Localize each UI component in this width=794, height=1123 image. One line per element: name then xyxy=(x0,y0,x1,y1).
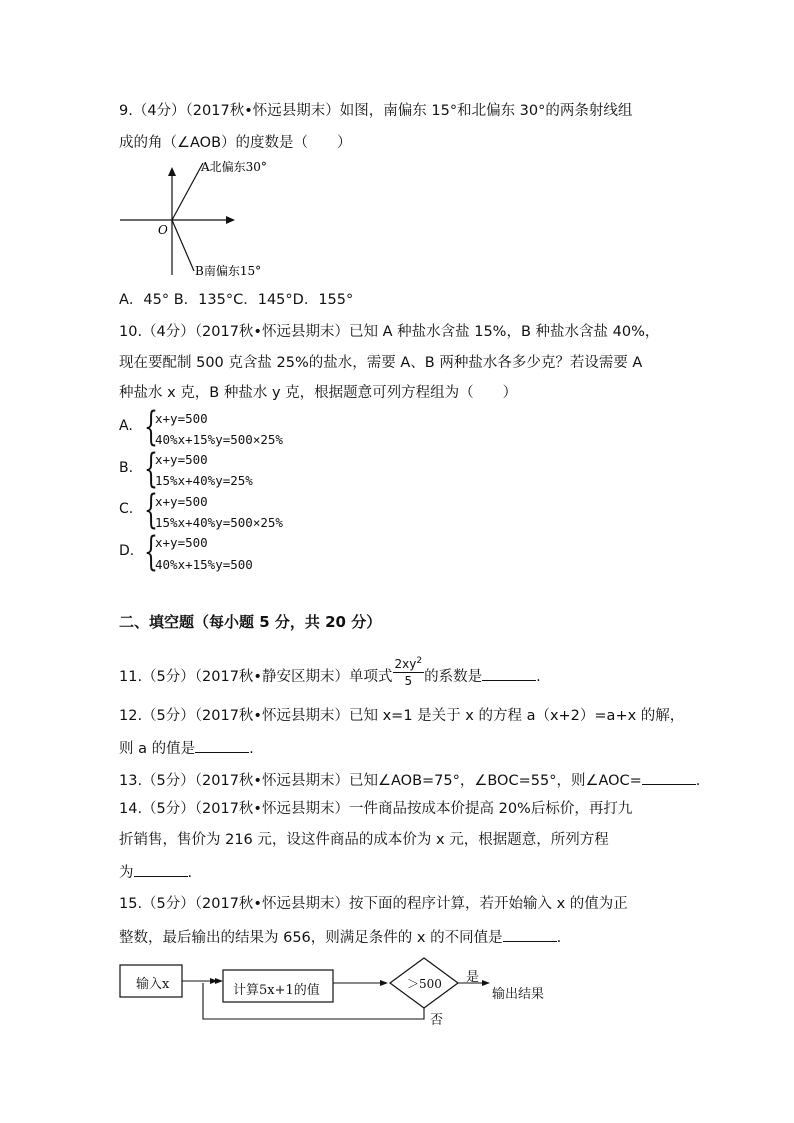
q14-line1: 14.（5分）（2017秋•怀远县期末）一件商品按成本价提高 20%后标价，再打九 xyxy=(119,801,633,817)
option-b-eq1: x+y=500 xyxy=(155,452,208,467)
q9-direction-figure xyxy=(115,155,295,285)
q11-suffix: 的系数是 xyxy=(424,669,483,685)
q13-period: . xyxy=(695,773,701,789)
label-b: B南偏东15° xyxy=(195,264,262,278)
q11-fraction xyxy=(393,653,425,689)
option-a-eq1: x+y=500 xyxy=(155,411,208,426)
q13-answer-blank[interactable] xyxy=(642,769,696,785)
option-c-eq1: x+y=500 xyxy=(155,494,208,509)
q15-period: . xyxy=(556,930,562,946)
q14-line3 xyxy=(119,861,192,883)
flow-no-label: 否 xyxy=(430,1013,444,1028)
flow-input-label: 输入x xyxy=(136,977,170,992)
flow-compute-label: 计算5x+1的值 xyxy=(233,983,320,998)
q10-line3: 种盐水 x 克，B 种盐水 y 克，根据题意可列方程组为（ ） xyxy=(119,385,518,401)
q10-option-b-label: B. xyxy=(119,460,134,476)
label-o: O xyxy=(158,223,168,237)
q9-line2: 成的角（∠AOB）的度数是（ ） xyxy=(119,135,352,151)
q10-option-c-label: C. xyxy=(119,501,134,517)
option-b-eq2: 15%x+40%y=25% xyxy=(155,473,253,488)
q15-answer-blank[interactable] xyxy=(503,926,557,942)
q11-answer-blank[interactable] xyxy=(482,665,536,681)
option-d-brace: { xyxy=(144,529,158,575)
q12-answer-blank[interactable] xyxy=(195,737,249,753)
flow-yes-label: 是 xyxy=(466,970,480,985)
frac-numerator: 2xy xyxy=(394,657,417,671)
q10-option-d-label: D. xyxy=(119,543,135,559)
q14-line2: 折销售，售价为 216 元，设这件商品的成本价为 x 元，根据题意，所列方程 xyxy=(119,832,609,848)
q11-prefix: 11.（5分）（2017秋•静安区期末）单项式 xyxy=(119,669,393,685)
flow-condition-label: ＞500 xyxy=(407,977,442,991)
q10-option-a-label: A. xyxy=(119,418,133,434)
q15-line2 xyxy=(119,926,561,948)
label-a: A北偏东30° xyxy=(201,160,267,174)
option-d-eq2: 40%x+15%y=500 xyxy=(155,557,253,572)
q14-text: 为 xyxy=(119,865,134,881)
q9-line1: 9.（4分）（2017秋•怀远县期末）如图，南偏东 15°和北偏东 30°的两条射线组 xyxy=(119,103,633,119)
q14-answer-blank[interactable] xyxy=(134,861,188,877)
option-d-eq1: x+y=500 xyxy=(155,535,208,550)
section-heading: 二、填空题（每小题 5 分，共 20 分） xyxy=(119,613,382,631)
north-arrowhead xyxy=(168,167,176,176)
q12-line2 xyxy=(119,737,254,759)
q13-line xyxy=(119,769,700,791)
option-a-brace: { xyxy=(144,404,158,450)
q12-line1: 12.（5分）（2017秋•怀远县期末）已知 x=1 是关于 x 的方程 a（x+2）=a+x 的解， xyxy=(119,708,685,724)
east-arrowhead xyxy=(226,216,235,224)
option-a-eq2: 40%x+15%y=500×25% xyxy=(155,432,283,447)
arrowhead-compute-condition xyxy=(380,980,388,986)
q9-options: A．45° B．135°C．145°D．155° xyxy=(119,292,354,308)
q12-text: 则 a 的值是 xyxy=(119,741,196,757)
flow-output-label: 输出结果 xyxy=(492,987,545,1002)
frac-denominator: 5 xyxy=(404,674,413,688)
q14-period: . xyxy=(187,865,193,881)
frac-exponent: 2 xyxy=(416,656,423,666)
ray-oa xyxy=(172,163,203,220)
ray-ob xyxy=(172,220,194,271)
arrowhead-yes xyxy=(482,980,490,986)
option-c-brace: { xyxy=(144,487,158,533)
q13-text: 13.（5分）（2017秋•怀远县期末）已知∠AOB=75°，∠BOC=55°，则∠AOC= xyxy=(119,773,642,789)
q15-text: 整数，最后输出的结果为 656，则满足条件的 x 的不同值是 xyxy=(119,930,503,946)
q10-line1: 10.（4分）（2017秋•怀远县期末）已知 A 种盐水含盐 15%，B 种盐水含盐 40%， xyxy=(119,324,660,340)
q15-line1: 15.（5分）（2017秋•怀远县期末）按下面的程序计算，若开始输入 x 的值为正 xyxy=(119,896,628,912)
q12-period: . xyxy=(249,741,254,757)
option-b-brace: { xyxy=(144,446,158,492)
q11-line xyxy=(119,656,541,695)
option-c-eq2: 15%x+40%y=500×25% xyxy=(155,515,283,530)
q10-line2: 现在要配制 500 克含盐 25%的盐水，需要 A、B 两种盐水各多少克？若设需要 A xyxy=(119,355,643,371)
q11-period: . xyxy=(536,669,541,685)
